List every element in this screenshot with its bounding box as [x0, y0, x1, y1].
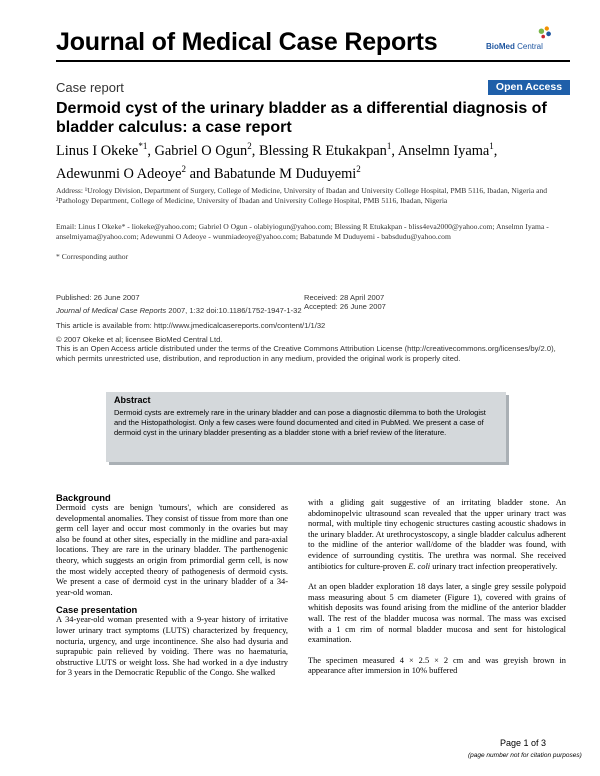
- author-name: Gabriel O Ogun: [154, 142, 248, 159]
- case-paragraph-continued: [308, 498, 566, 572]
- open-access-badge: Open Access: [488, 80, 570, 95]
- author-name: Anselmn Iyama: [397, 142, 490, 159]
- biomed-central-logo: [486, 24, 566, 54]
- author-affiliation: 2: [356, 163, 361, 174]
- author-separator: ,: [251, 142, 259, 159]
- abstract-text: Dermoid cysts are extremely rare in the urinary bladder and can pose a diagnostic dilemma to both the Urologist and the Histopathologist. Only a few cases were found documented and cited in PubMed. We present a case of dermoid cyst in the urinary bladder presenting as a bladder stone with a brief review of the literature.: [114, 408, 486, 437]
- author-affiliation: *1: [138, 141, 148, 151]
- background-paragraph: Dermoid cysts are benign 'tumours', which are considered as developmental anomalies. They consist of tissue from more than one germ cell layer and occur most commonly in the ovaries but may also be found at other sites, especially in the midline and para-axial locations. They are rare in the urinary bladder. The parthenogenic theory, which suggests an origin from primordial germ cell, is now the most widely accepted theory of pathogenesis of dermoid cysts. We present a case of dermoid cyst in the urinary bladder of a 34-year-old woman.: [56, 503, 288, 597]
- section-heading-case-presentation: Case presentation: [56, 604, 138, 616]
- citation: [56, 306, 316, 316]
- body-left-column: [56, 492, 288, 679]
- page-number-note: (page number not for citation purposes): [468, 752, 582, 759]
- author-affiliation: 2: [247, 141, 252, 151]
- author-separator: ,: [391, 142, 398, 159]
- header-divider: [56, 60, 570, 62]
- license-text: This is an Open Access article distributed under the terms of the Creative Commons Attribution License (http://creativecommons.org/licenses/by/2.0), which permits unrestricted use, distribution, and reproduction in any medium, provided the original work is properly cited.: [56, 344, 556, 364]
- author-name: Adewunmi O Adeoye: [56, 165, 182, 182]
- biomed-swirl-icon: [536, 24, 554, 42]
- author-list: [56, 137, 574, 183]
- author-affiliation: 2: [181, 163, 186, 174]
- page-number: Page 1 of 3: [500, 738, 547, 748]
- body-right-column: [308, 498, 566, 677]
- author-name: Linus I Okeke: [56, 142, 139, 159]
- logo-bio-text: BioMed: [486, 42, 515, 51]
- citation-journal: Journal of Medical Case Reports: [56, 306, 167, 315]
- citation-details: 2007, 1:32 doi:10.1186/1752-1947-1-32: [166, 306, 302, 315]
- copyright-notice: © 2007 Okeke et al; licensee BioMed Central Ltd.: [56, 335, 223, 344]
- case-paragraph: A 34-year-old woman presented with a 9-year history of irritative lower urinary tract symptoms (LUTS) characterized by frequency, nocturia, urgency, and urge incontinence. She also had dysuria and suprapubic pain relieved by voiding. There was no haematuria, obstructive LUTS or weight loss. She had worked in a dye industry for 3 years in the Democratic Republic of the Congo. She walked: [56, 615, 288, 678]
- author-affiliation: 1: [386, 141, 392, 151]
- paragraph-text: urinary tract infection preoperatively.: [430, 561, 558, 571]
- abstract-heading: Abstract: [114, 395, 151, 405]
- organism-name: E. coli: [408, 561, 431, 571]
- exploration-paragraph: At an open bladder exploration 18 days later, a single grey sessile polypoid mass measuring about 5 cm diameter (Figure 1), covered with grains of whitish deposits was found arising from the midline of the anterior bladder wall. The rest of the bladder mucosa was normal. The mass was excised with a 1 cm rim of normal bladder mucosa and sent for histological examination.: [308, 582, 566, 645]
- published-date: Published: 26 June 2007: [56, 293, 140, 302]
- author-separator: ,: [147, 142, 155, 159]
- accepted-date: Accepted: 26 June 2007: [304, 302, 386, 311]
- journal-title: Journal of Medical Case Reports: [56, 28, 438, 56]
- article-type: Case report: [56, 80, 124, 95]
- author-affiliation: 1: [489, 141, 494, 151]
- specimen-paragraph: The specimen measured 4 × 2.5 × 2 cm and was greyish brown in appearance after immersion in 10% buffered: [308, 655, 566, 676]
- logo-central-text: Central: [514, 42, 543, 51]
- abstract-box: [106, 392, 506, 462]
- author-name: Babatunde M Duduyemi: [213, 165, 357, 182]
- article-url[interactable]: This article is available from: http://www.jmedicalcasereports.com/content/1/1/32: [56, 321, 326, 330]
- paragraph-text: with a gliding gait suggestive of an irritating bladder stone. An abdominopelvic ultrasound scan revealed that the upper urinary tract was normal, with multiple tiny echogenic structures casting acoustic shadows in the urinary bladder. At urethrocystoscopy, a single bladder calculus adherent to the midline of the anterior wall/dome of the bladder was found, with evidence of surrounding cystitis. The urethra was normal. She received antibiotics for culture-proven: [308, 498, 566, 571]
- author-name: Blessing R Etukakpan: [258, 142, 387, 159]
- author-emails: Email: Linus I Okeke* - liokeke@yahoo.com; Gabriel O Ogun - olabiyiogun@yahoo.com; Blessing R Etukakpan - bliss4eva2000@yahoo.com; Anselmn Iyama - anselmiyama@yahoo.com; Adewunmi O Adeoye - wunmiadeoye@yahoo.com; Babatunde M Duduyemi - babsdudu@yahoo.com: [56, 222, 549, 242]
- section-heading-background: Background: [56, 492, 111, 503]
- corresponding-author-note: * Corresponding author: [56, 252, 129, 261]
- received-date: Received: 28 April 2007: [304, 293, 385, 302]
- author-separator: ,: [493, 142, 498, 159]
- paper-title: Dermoid cyst of the urinary bladder as a differential diagnosis of bladder calculus: a case report: [56, 100, 547, 136]
- affiliation-address: Address: ¹Urology Division, Department of Surgery, College of Medicine, University of Ibadan and University College Hospital, PMB 5116, Ibadan, Nigeria and ²Pathology Department, College of Medicine, University of Ibadan and University College Hospital, PMB 5116, Ibadan, Nigeria: [56, 186, 548, 206]
- author-separator: and: [186, 165, 214, 182]
